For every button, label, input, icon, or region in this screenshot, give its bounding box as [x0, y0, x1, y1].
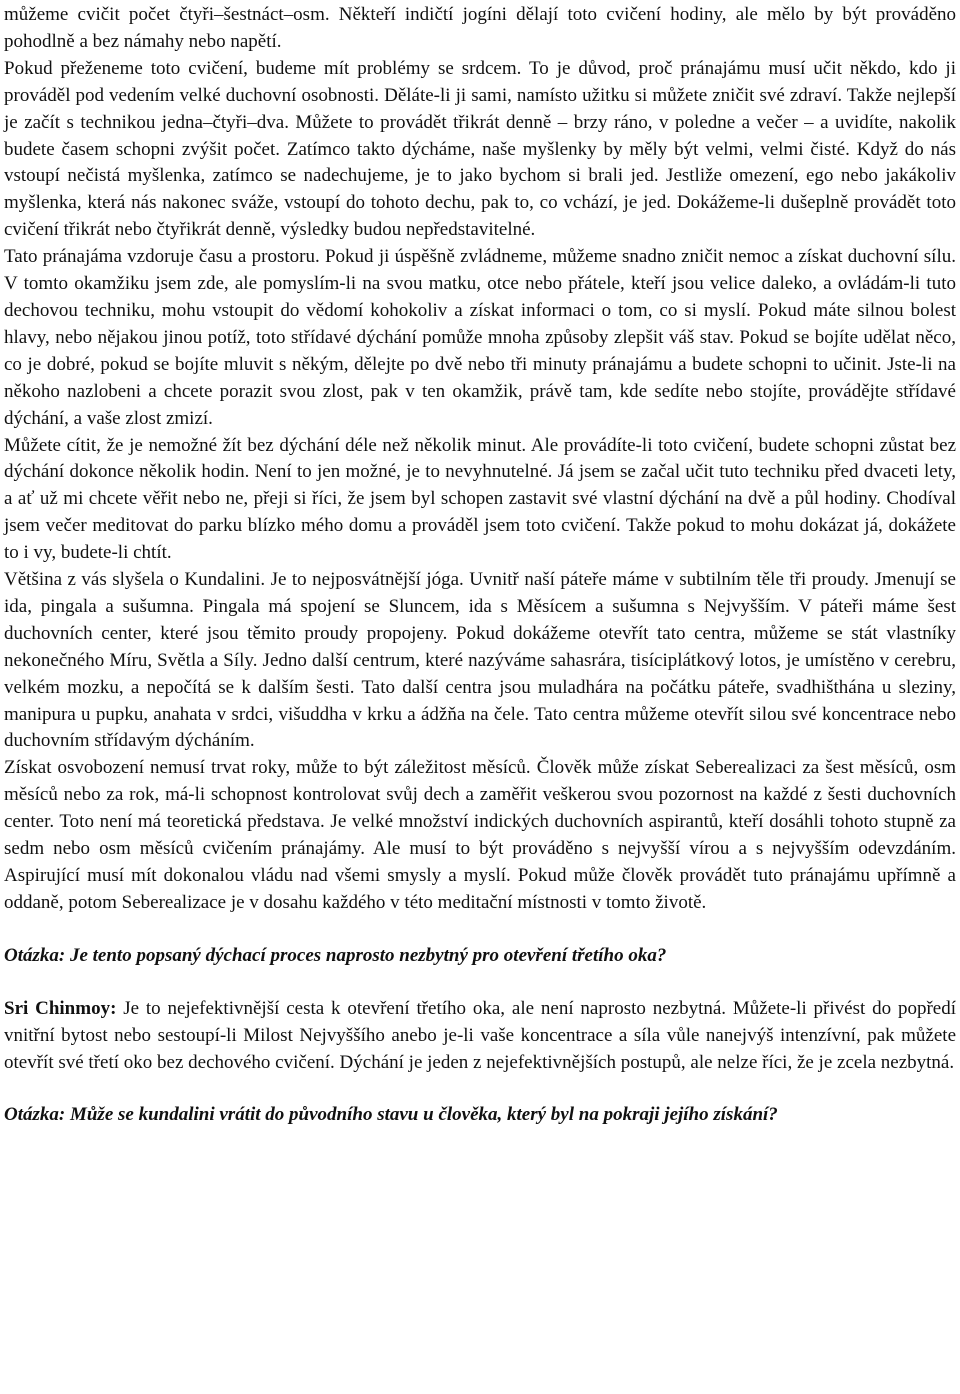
spacer [4, 1076, 956, 1102]
paragraph-4: Můžete cítit, že je nemožné žít bez dýchání déle než několik minut. Ale provádíte-li toto cvičení, budete schopni zůstat bez dýchání dokonce několik hodin. Není to jen možné, je to nevyhnutelné. Já jsem se začal učit tuto techniku před dvaceti lety, a ať už mi chcete věřit nebo ne, přeji si říci, že jsem byl schopen zastavit své vlastní dýchání na dvě a půl hodiny. Chodíval jsem večer meditovat do parku blízko mého domu a prováděl jsem toto cvičení. Takže pokud to mohu dokázat já, dokážete to i vy, budete-li chtít. [4, 434, 956, 564]
paragraph-2: Pokud přeženeme toto cvičení, budeme mít problémy se srdcem. To je důvod, proč pránajámu musí učit někdo, kdo ji prováděl pod vedením velké duchovní osobnosti. Děláte-li ji sami, namísto užitku si můžete zničit své zdraví. Takže nejlepší je začít s technikou jedna–čtyři–dva. Můžete to provádět třikrát denně – brzy ráno, v poledne a večer – a uvidíte, nakolik budete časem schopni zvýšit počet. Zatímco takto dýcháme, naše myšlenky by měly být velmi, velmi čisté. Když do nás vstoupí nečistá myšlenka, zatímco se nadechujeme, je to jako bychom si brali jed. Jestliže omezení, ego nebo jakákoliv myšlenka, která nás nakonec sváže, vstoupí do tohoto dechu, pak to, co vchází, je jed. Dokážeme-li dušeplně provádět toto cvičení třikrát nebo čtyřikrát denně, výsledky budou nepředstavitelné. [4, 57, 956, 241]
paragraph-6: Získat osvobození nemusí trvat roky, může to být záležitost měsíců. Člověk může získat Seberealizaci za šest měsíců, osm měsíců nebo za rok, má-li schopnost kontrolovat svůj dech a zaměřit veškerou svou pozornost na každé z šesti duchovních center. Toto není má teoretická představa. Je velké množství indických duchovních aspirantů, kteří dosáhli tohoto stupně za sedm nebo osm měsíců cvičením pránajámy. Ale musí to být prováděno s nejvyšší vírou a s nejvyšším odevzdáním. Aspirující musí mít dokonalou vládu nad všemi smysly a myslí. Pokud může člověk provádět tuto pránajámu upřímně a oddaně, potom Seberealizace je v dosahu každého v této meditační místnosti v tomto životě. [4, 757, 956, 913]
question-2: Otázka: Může se kundalini vrátit do původního stavu u člověka, který byl na pokraji jejího získání? [4, 1104, 778, 1126]
paragraph-1: můžeme cvičit počet čtyři–šestnáct–osm. Někteří indičtí jogíni dělají toto cvičení hodiny, ale mělo by být prováděno pohodlně a bez námahy nebo napětí. [4, 4, 956, 52]
answer-1 [4, 996, 956, 1077]
answer-text: Je to nejefektivnější cesta k otevření třetího oka, ale není naprosto nezbytná. Můžete-li přivést do popředí vnitřní bytost nebo sestoupí-li Milost Nejvyššího anebo je-li vaše koncentrace a síla vůle nanejvýš intenzívní, pak můžete otevřít své třetí oko bez dechového cvičení. Dýchání je jeden z nejefektivnějších postupů, ale nelze říci, že je zcela nezbytná. [4, 997, 956, 1073]
spacer [4, 917, 956, 943]
paragraph-5: Většina z vás slyšela o Kundalini. Je to nejposvátnější jóga. Uvnitř naší páteře máme v subtilním těle tři proudy. Jmenují se ida, pingala a sušumna. Pingala má spojení se Sluncem, ida s Měsícem a sušumna s Nejvyšším. V páteři máme šest duchovních center, které jsou těmito proudy propojeny. Pokud dokážeme otevřít tato centra, můžeme se stát vlastníky nekonečného Míru, Světla a Síly. Jedno další centrum, které nazýváme sahasrára, tisíciplátkový lotos, je umístěno v cerebru, velkém mozku, a nepočítá se k dalším šesti. Tato další centra jsou muladhára na počátku páteře, svadhišthána u sleziny, manipura u pupku, anahata v srdci, višuddha v krku a ádžňa na čele. Tato centra můžeme otevřít silou své koncentrace nebo duchovním střídavým dýcháním. [4, 569, 956, 752]
answer-speaker: Sri Chinmoy: [4, 997, 117, 1019]
spacer [4, 970, 956, 996]
paragraph-3: Tato pránajáma vzdoruje času a prostoru. Pokud ji úspěšně zvládneme, můžeme snadno zničit nemoc a získat duchovní sílu. V tomto okamžiku jsem zde, ale pomyslím-li na svou matku, otce nebo přátele, kteří jsou velice daleko, a ovládám-li tuto dechovou techniku, mohu vstoupit do vědomí kohokoliv a získat informaci o tom, co si myslí. Pokud máte silnou bolest hlavy, nebo nějakou jinou potíž, toto střídavé dýchání pomůže mnoha způsoby zlepšit váš stav. Pokud se bojíte udělat něco, co je dobré, pokud se bojíte mluvit s někým, dělejte po dvě nebo tři minuty pránajámu a budete schopni to učinit. Jste-li na někoho nazlobeni a chcete porazit svou zlost, pak v ten okamžik, právě tam, kde sedíte nebo stojíte, provádějte střídavé dýchání, a vaše zlost zmizí. [4, 246, 956, 429]
question-1: Otázka: Je tento popsaný dýchací proces naprosto nezbytný pro otevření třetího oka? [4, 944, 667, 966]
